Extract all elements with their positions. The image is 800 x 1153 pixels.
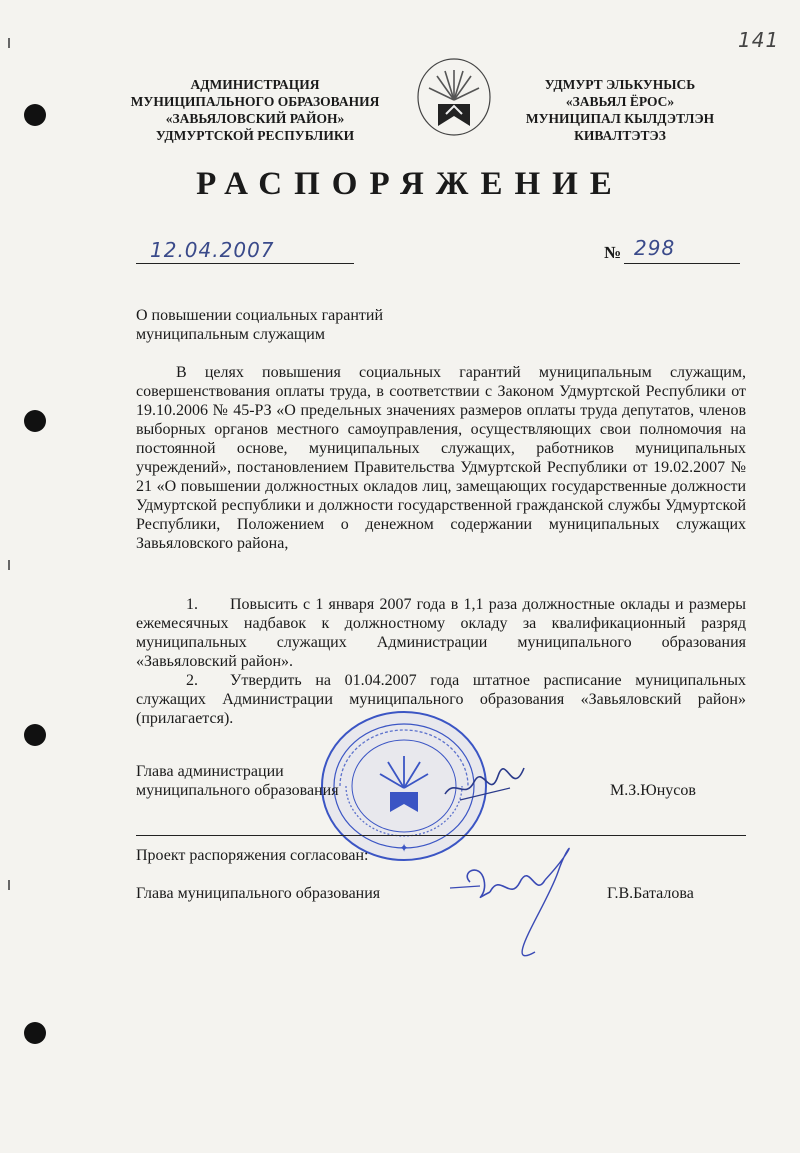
signatory-role-line: Глава администрации bbox=[136, 763, 284, 780]
approval-note: Проект распоряжения согласован: bbox=[136, 847, 369, 864]
signatory-role bbox=[136, 762, 436, 800]
binder-hole bbox=[24, 1022, 46, 1044]
punch-mark bbox=[8, 560, 10, 570]
item-text: Повысить с 1 января 2007 года в 1,1 раза должностные оклады и размеры ежемесячных надбавок к должностному окладу за квалификационный разряд муниципальных служащих Администрации муниципального образования «Завьяловский район». bbox=[136, 596, 746, 670]
header-left-line: «ЗАВЬЯЛОВСКИЙ РАЙОН» bbox=[165, 111, 345, 126]
header-left-line: АДМИНИСТРАЦИЯ bbox=[190, 77, 320, 92]
order-item bbox=[136, 595, 746, 671]
date-underline bbox=[136, 263, 354, 264]
document-title: РАСПОРЯЖЕНИЕ bbox=[196, 166, 624, 202]
header-right-line: УДМУРТ ЭЛЬКУНЫСЬ bbox=[544, 77, 696, 92]
subject-line: муниципальным служащим bbox=[136, 326, 325, 343]
subject-line: О повышении социальных гарантий bbox=[136, 307, 384, 324]
header-left bbox=[110, 76, 400, 144]
item-number: 1. bbox=[186, 596, 198, 613]
header-left-line: УДМУРТСКОЙ РЕСПУБЛИКИ bbox=[155, 128, 355, 143]
binder-hole bbox=[24, 724, 46, 746]
page-number: 141 bbox=[738, 28, 780, 52]
signature-batalova bbox=[440, 832, 590, 987]
number-underline bbox=[624, 263, 740, 264]
header-right-line: «ЗАВЬЯЛ ЁРОС» bbox=[565, 94, 675, 109]
binder-hole bbox=[24, 410, 46, 432]
item-number: 2. bbox=[186, 672, 198, 689]
svg-text:✦: ✦ bbox=[398, 841, 410, 855]
signature-yunusov bbox=[440, 760, 530, 815]
coat-of-arms-emblem bbox=[415, 56, 493, 143]
number-label: № bbox=[604, 243, 622, 262]
binder-hole bbox=[24, 104, 46, 126]
signatory-role: Глава муниципального образования bbox=[136, 885, 381, 902]
header-right-line: МУНИЦИПАЛ КЫЛДЭТЛЭН bbox=[525, 111, 715, 126]
punch-mark bbox=[8, 38, 10, 48]
signatory-name: Г.В.Баталова bbox=[607, 885, 694, 902]
preamble: В целях повышения социальных гарантий муниципальным служащим, совершенствования оплаты труда, в соответствии с Законом Удмуртской Республики от 19.10.2006 № 45-РЗ «О предельных значениях размеров оплаты труда депутатов, членов выборных органов местного самоуправления, осуществляющих свои полномочия на постоянной основе, муниципальных служащих, работников муниципальных учреждений», постановлением Правительства Удмуртской Республики от 19.02.2007 № 21 «О повышении должностных окладов лиц, замещающих государственные должности Удмуртской республики и должности государственной гражданской службы Удмуртской Республики, Положением о денежном содержании муниципальных служащих Завьяловского района, bbox=[136, 364, 746, 552]
document-date: 12.04.2007 bbox=[150, 238, 275, 262]
header-left-line: МУНИЦИПАЛЬНОГО ОБРАЗОВАНИЯ bbox=[130, 94, 380, 109]
signatory-name: М.З.Юнусов bbox=[610, 782, 696, 799]
header-right-line: КИВАЛТЭТЭЗ bbox=[574, 128, 666, 143]
document-number: 298 bbox=[634, 236, 676, 260]
header-right bbox=[520, 76, 720, 144]
subject bbox=[136, 306, 436, 344]
item-text: Утвердить на 01.04.2007 года штатное расписание муниципальных служащих Администрации муниципального образования «Завьяловский район» (прилагается). bbox=[136, 672, 746, 727]
signatory-role-line: муниципального образования bbox=[136, 782, 339, 799]
punch-mark bbox=[8, 880, 10, 890]
